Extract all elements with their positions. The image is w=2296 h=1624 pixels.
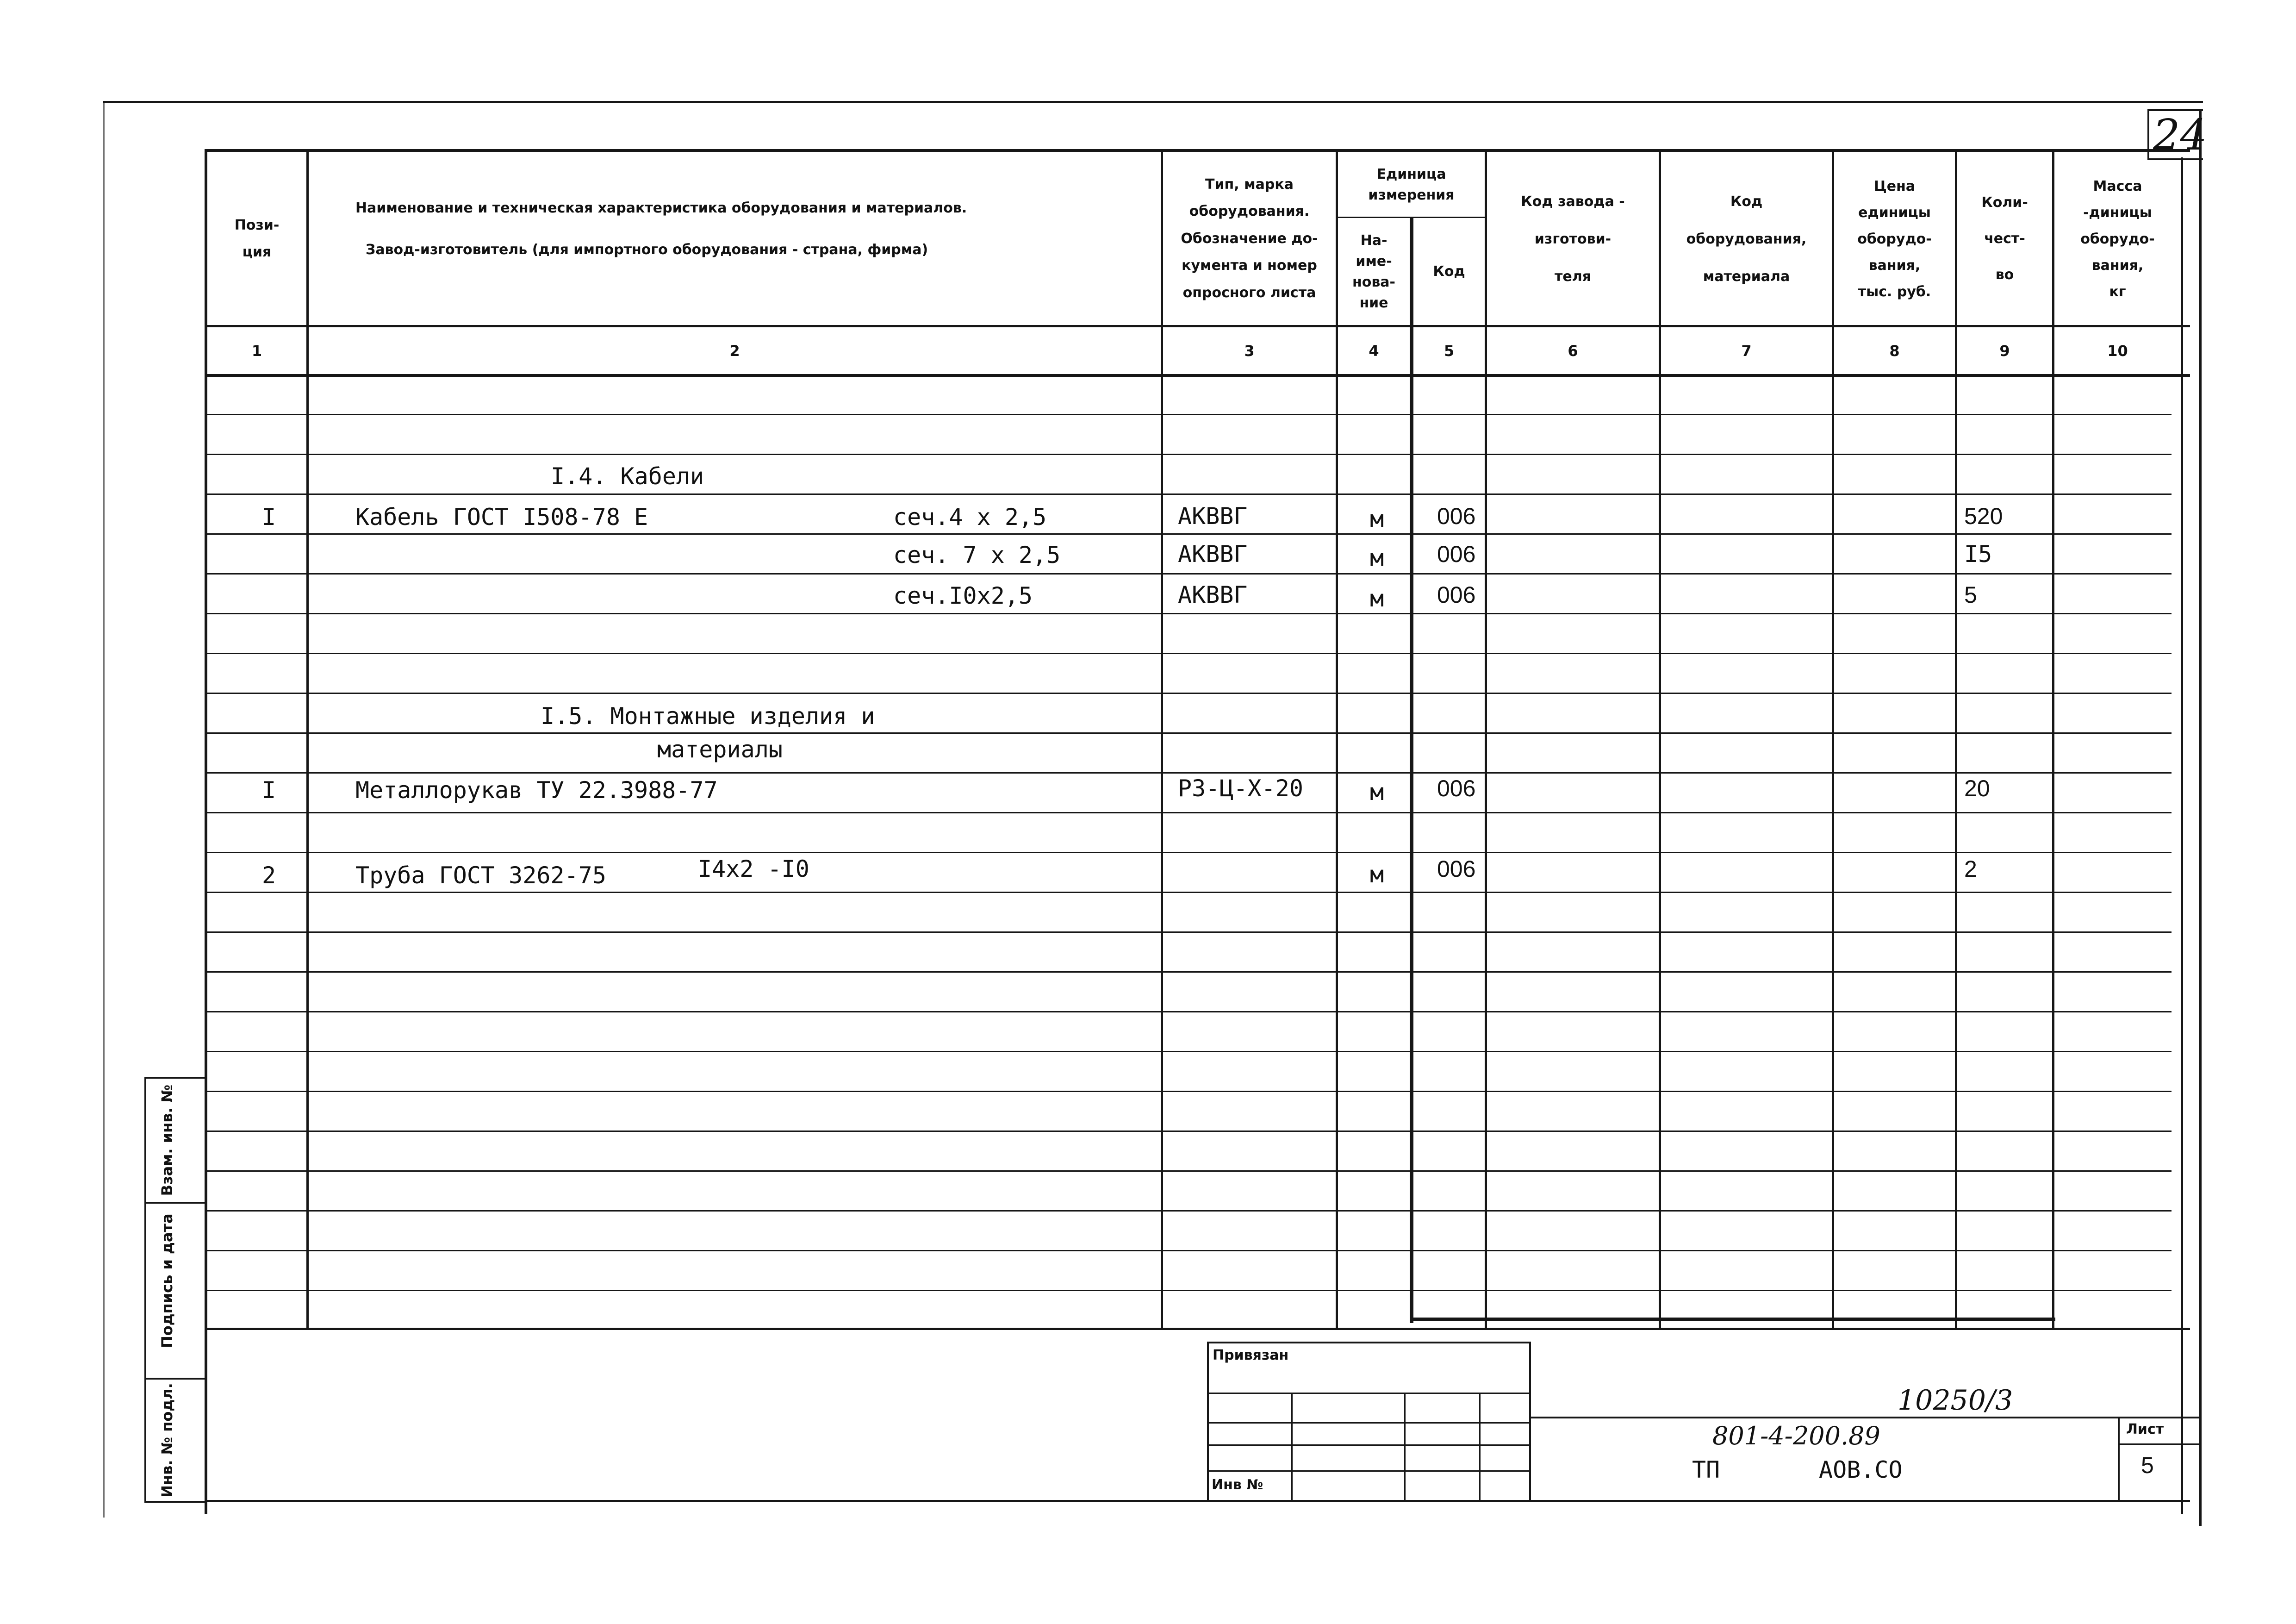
cable1-unit: м — [1370, 506, 1384, 532]
pipe-code: 006 — [1437, 856, 1476, 882]
hose-type: РЗ-Ц-Х-20 — [1178, 775, 1303, 802]
header-unit-name: На- име- нова- ние — [1352, 232, 1396, 311]
cable3-section: сеч.I0х2,5 — [893, 582, 1033, 609]
column-number: 10 — [2107, 342, 2128, 360]
document-code: АОВ.СО — [1819, 1456, 1903, 1483]
section-title-mounting-cont: материалы — [657, 736, 783, 763]
sheet-corner-number: 24 — [2153, 110, 2208, 160]
header-name-line2: Завод-изготовитель (для импортного оборудования - страна, фирма) — [366, 241, 928, 258]
column-number: 9 — [1999, 342, 2010, 360]
header-position: Пози- ция — [234, 217, 280, 260]
header-type: Тип, марка оборудования. Обозначение до- кумента и номер опросного листа — [1181, 176, 1318, 301]
attached-label: Привязан — [1213, 1347, 1289, 1363]
sheet-number: 5 — [2141, 1452, 2154, 1478]
header-mass: Масса -диницы оборудо- вания, кг — [2080, 178, 2155, 300]
column-number: 8 — [1889, 342, 1900, 360]
sheet-label: Лист — [2126, 1421, 2164, 1437]
cable3-type: АКВВГ — [1178, 581, 1248, 608]
pipe-name: Труба ГОСТ 3262-75 — [355, 862, 606, 889]
pipe-position: 2 — [262, 862, 276, 889]
cable2-unit: м — [1370, 544, 1384, 571]
column-number: 7 — [1741, 342, 1752, 360]
cable3-code: 006 — [1437, 582, 1476, 608]
cable3-unit: м — [1370, 585, 1384, 612]
column-number: 2 — [729, 342, 740, 360]
section-title-cables: I.4. Кабели — [551, 463, 704, 490]
header-unit-code: Код — [1433, 263, 1465, 280]
hose-position: I — [262, 777, 276, 804]
document-prefix: ТП — [1692, 1456, 1720, 1483]
column-number: 5 — [1444, 342, 1455, 360]
pipe-quantity: 2 — [1964, 856, 1977, 882]
column-number: 6 — [1568, 342, 1578, 360]
header-unit-price: Цена единицы оборудо- вания, тыс. руб. — [1857, 178, 1932, 300]
header-equipment-code: Код оборудования, материала — [1686, 193, 1807, 285]
column-number: 1 — [251, 342, 262, 360]
cable1-type: АКВВГ — [1178, 503, 1248, 530]
inventory-original-label: Инв. № подл. — [158, 1383, 176, 1498]
section-title-mounting: I.5. Монтажные изделия и — [541, 703, 875, 730]
pipe-unit: м — [1370, 861, 1384, 888]
column-number: 4 — [1369, 342, 1379, 360]
pipe-size: I4х2 -I0 — [698, 856, 809, 882]
inventory-number-label: Инв № — [1212, 1477, 1263, 1493]
hose-name: Металлорукав ТУ 22.3988-77 — [355, 777, 718, 804]
cable1-section: сеч.4 х 2,5 — [893, 504, 1047, 531]
cable2-quantity: I5 — [1964, 541, 1992, 568]
handwritten-project-number: 801-4-200.89 — [1712, 1421, 1880, 1450]
cable1-code: 006 — [1437, 503, 1476, 529]
cable-position: I — [262, 504, 276, 531]
cable1-quantity: 520 — [1964, 503, 2003, 529]
header-quantity: Коли- чест- во — [1981, 194, 2028, 283]
signature-date-label: Подпись и дата — [158, 1213, 176, 1348]
header-unit-group: Единица измерения — [1368, 166, 1455, 203]
hose-unit: м — [1370, 779, 1384, 806]
hose-code: 006 — [1437, 775, 1476, 801]
header-factory-code: Код завода - изготови- теля — [1521, 193, 1625, 285]
column-number: 3 — [1244, 342, 1255, 360]
cable2-code: 006 — [1437, 541, 1476, 567]
cable-name: Кабель ГОСТ I508-78 Е — [355, 504, 648, 531]
cable3-quantity: 5 — [1964, 582, 1977, 608]
handwritten-registration-number: 10250/3 — [1898, 1384, 2013, 1417]
header-name-line1: Наименование и техническая характеристика оборудования и материалов. — [355, 200, 967, 216]
cable2-section: сеч. 7 х 2,5 — [893, 542, 1061, 568]
hose-quantity: 20 — [1964, 775, 1990, 801]
cable2-type: АКВВГ — [1178, 541, 1248, 568]
replacement-inventory-label: Взам. инв. № — [158, 1084, 176, 1196]
